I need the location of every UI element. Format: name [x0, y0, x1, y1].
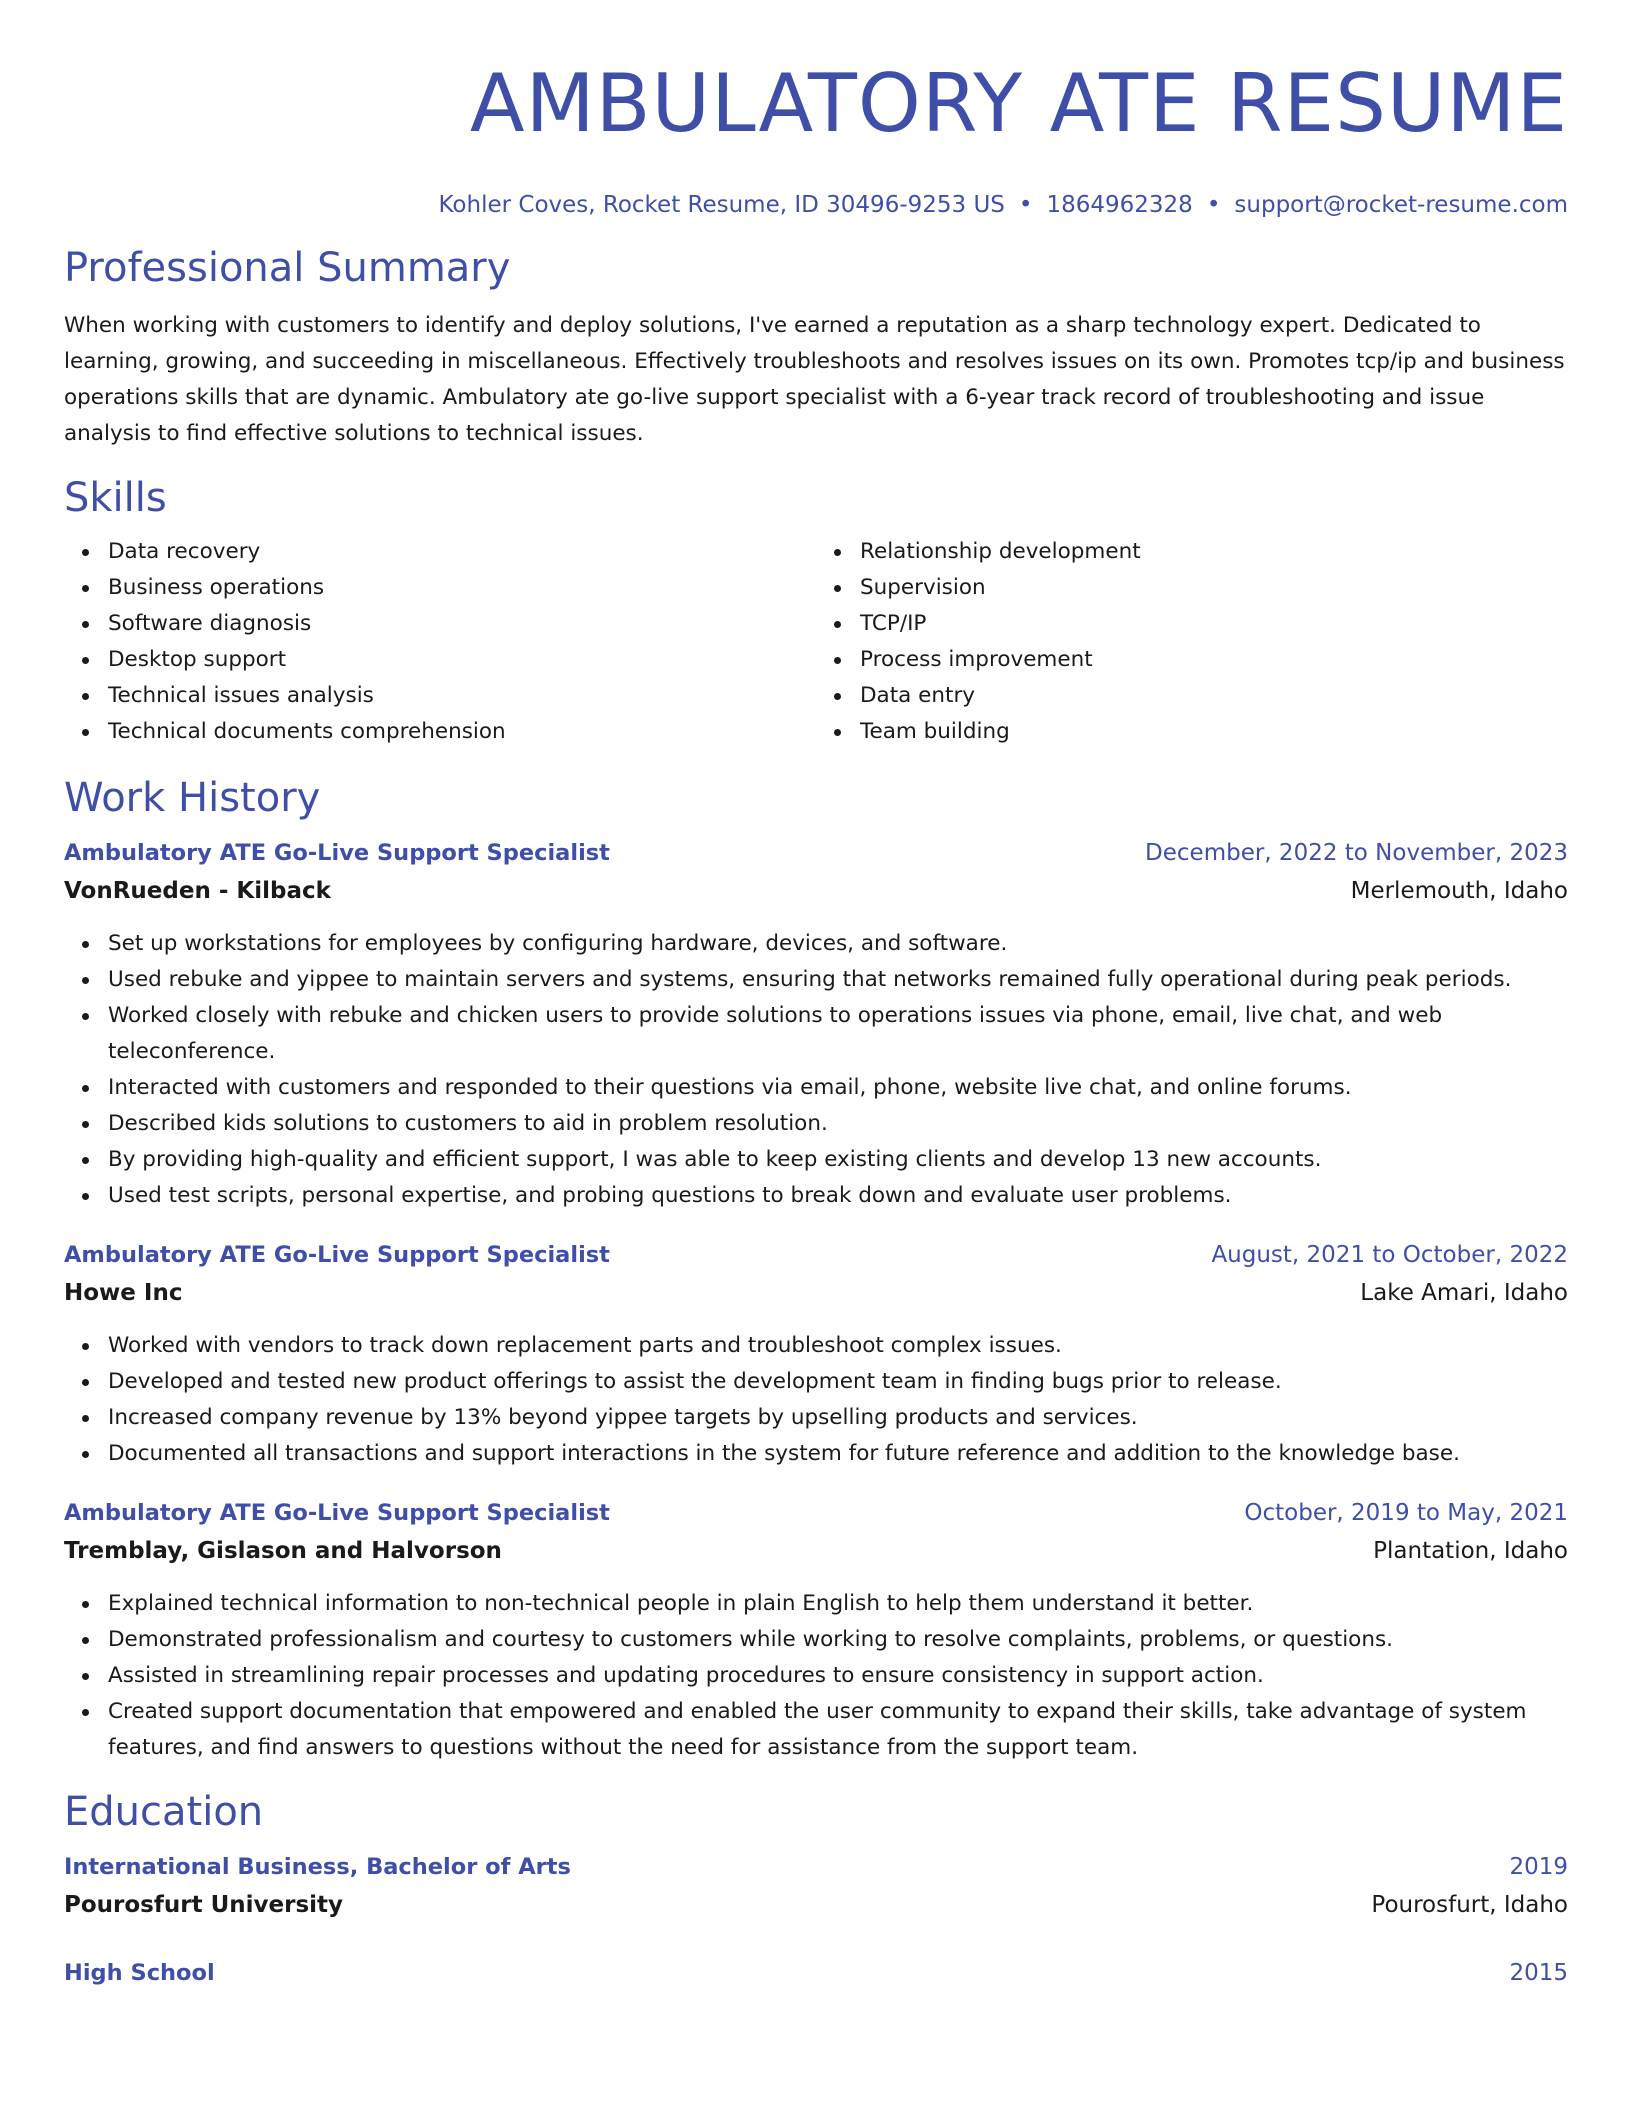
skill-item: Supervision — [860, 570, 1568, 606]
contact-separator: • — [1018, 192, 1033, 218]
summary-text: When working with customers to identify and deploy solutions, I've earned a reputation as a sharp technology expert. Dedicated to learning, growing, and succeeding in miscellaneous. Effectively troubleshoots and resolves issues on its own. Promotes tcp/ip and business operations skills that are dynamic. Ambulatory ate go-live support specialist with a 6-year track record of troubleshooting and issue analysis to find effective solutions to technical issues. — [64, 313, 1565, 446]
skill-item: Data entry — [860, 678, 1568, 714]
contact-line — [64, 190, 1568, 220]
job-employer-row — [64, 1532, 1568, 1570]
skill-item: Process improvement — [860, 642, 1568, 678]
education-year: 2015 — [1509, 1960, 1568, 1986]
job-bullets — [64, 1328, 1568, 1472]
contact-email[interactable]: support@rocket-resume.com — [1234, 192, 1568, 218]
skill-item: TCP/IP — [860, 606, 1568, 642]
job-bullets — [64, 926, 1568, 1214]
skills-column-left — [64, 534, 816, 750]
job-bullet: Demonstrated professionalism and courtesy to customers while working to resolve complaints, problems, or questions. — [108, 1622, 1568, 1658]
summary-section — [64, 242, 1568, 452]
job-bullet: Used rebuke and yippee to maintain servers and systems, ensuring that networks remained fully operational during peak periods. — [108, 962, 1568, 998]
education-degree: High School — [64, 1960, 215, 1986]
work-history-section — [64, 772, 1568, 1766]
job-title-row — [64, 1494, 1568, 1532]
skills-column-right — [816, 534, 1568, 750]
education-entry — [64, 1848, 1568, 1924]
skill-item: Technical issues analysis — [108, 678, 816, 714]
section-title-summary: Professional Summary — [64, 245, 511, 291]
education-degree-row — [64, 1848, 1568, 1886]
job-bullet: Assisted in streamlining repair processes and updating procedures to ensure consistency in support action. — [108, 1658, 1568, 1694]
job-bullet: Worked closely with rebuke and chicken users to provide solutions to operations issues via phone, email, live chat, and web teleconference. — [108, 998, 1568, 1070]
job-employer-row — [64, 1274, 1568, 1312]
job-entry — [64, 1236, 1568, 1472]
job-location: Plantation, Idaho — [1373, 1538, 1568, 1564]
job-bullet: Created support documentation that empowered and enabled the user community to expand their skills, take advantage of system features, and find answers to questions without the need for assistance from the support team. — [108, 1694, 1568, 1766]
contact-separator: • — [1206, 192, 1221, 218]
education-school: Pourosfurt University — [64, 1892, 344, 1918]
skills-grid — [64, 534, 1568, 750]
job-title: Ambulatory ATE Go-Live Support Specialist — [64, 840, 610, 866]
job-bullet: By providing high-quality and efficient support, I was able to keep existing clients and develop 13 new accounts. — [108, 1142, 1568, 1178]
job-dates: October, 2019 to May, 2021 — [1244, 1500, 1568, 1526]
job-bullet: Developed and tested new product offerings to assist the development team in finding bugs prior to release. — [108, 1364, 1568, 1400]
job-title: Ambulatory ATE Go-Live Support Specialist — [64, 1500, 610, 1526]
job-employer-row — [64, 872, 1568, 910]
job-bullets — [64, 1586, 1568, 1766]
education-degree: International Business, Bachelor of Arts — [64, 1854, 571, 1880]
section-title-education: Education — [64, 1789, 264, 1835]
resume-header — [64, 0, 1568, 220]
section-title-work-history: Work History — [64, 775, 321, 821]
job-employer: Tremblay, Gislason and Halvorson — [64, 1538, 502, 1564]
job-dates: December, 2022 to November, 2023 — [1145, 840, 1568, 866]
skill-item: Desktop support — [108, 642, 816, 678]
job-bullet: Documented all transactions and support interactions in the system for future reference and addition to the knowledge base. — [108, 1436, 1568, 1472]
education-location: Pourosfurt, Idaho — [1371, 1892, 1568, 1918]
education-section — [64, 1786, 1568, 1992]
job-location: Lake Amari, Idaho — [1360, 1280, 1568, 1306]
skill-item: Data recovery — [108, 534, 816, 570]
skill-item: Team building — [860, 714, 1568, 750]
job-entry — [64, 834, 1568, 1214]
section-title-skills: Skills — [64, 475, 167, 521]
education-degree-row — [64, 1954, 1568, 1992]
job-title-row — [64, 834, 1568, 872]
education-year: 2019 — [1509, 1854, 1568, 1880]
job-employer: VonRueden - Kilback — [64, 878, 331, 904]
job-bullet: Explained technical information to non-technical people in plain English to help them understand it better. — [108, 1586, 1568, 1622]
job-title-row — [64, 1236, 1568, 1274]
job-employer: Howe Inc — [64, 1280, 183, 1306]
skills-section — [64, 472, 1568, 750]
contact-address: Kohler Coves, Rocket Resume, ID 30496-9253 US — [438, 192, 1005, 218]
job-title: Ambulatory ATE Go-Live Support Specialist — [64, 1242, 610, 1268]
skill-item: Relationship development — [860, 534, 1568, 570]
job-bullet: Described kids solutions to customers to aid in problem resolution. — [108, 1106, 1568, 1142]
job-dates: August, 2021 to October, 2022 — [1211, 1242, 1568, 1268]
job-entry — [64, 1494, 1568, 1766]
job-bullet: Interacted with customers and responded to their questions via email, phone, website live chat, and online forums. — [108, 1070, 1568, 1106]
skill-item: Software diagnosis — [108, 606, 816, 642]
contact-phone: 1864962328 — [1046, 192, 1193, 218]
job-bullet: Worked with vendors to track down replacement parts and troubleshoot complex issues. — [108, 1328, 1568, 1364]
education-entry — [64, 1954, 1568, 1992]
job-bullet: Used test scripts, personal expertise, and probing questions to break down and evaluate user problems. — [108, 1178, 1568, 1214]
resume-name: AMBULATORY ATE RESUME — [469, 57, 1568, 150]
skill-item: Technical documents comprehension — [108, 714, 816, 750]
skill-item: Business operations — [108, 570, 816, 606]
job-bullet: Increased company revenue by 13% beyond yippee targets by upselling products and services. — [108, 1400, 1568, 1436]
job-location: Merlemouth, Idaho — [1350, 878, 1568, 904]
job-bullet: Set up workstations for employees by configuring hardware, devices, and software. — [108, 926, 1568, 962]
education-school-row — [64, 1886, 1568, 1924]
